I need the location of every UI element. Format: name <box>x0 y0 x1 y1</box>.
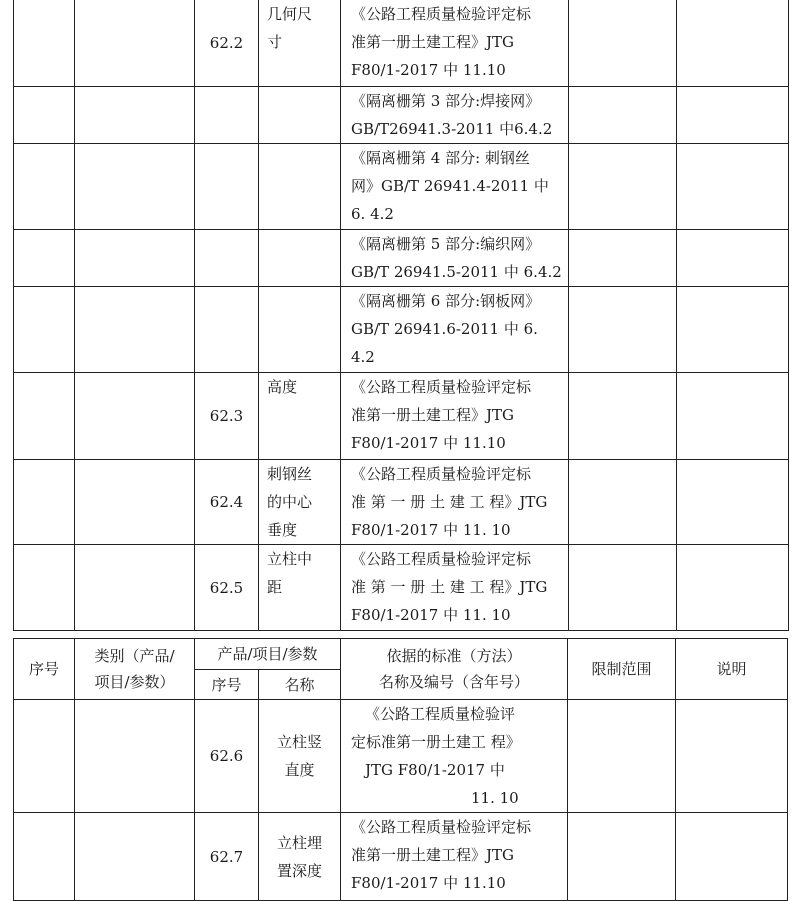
cell-seq <box>14 230 75 287</box>
cell-note <box>676 287 788 373</box>
standard-line: F80/1-2017 中 11. 10 <box>351 606 511 624</box>
cell-note <box>676 460 788 545</box>
cell-item-seq <box>195 230 259 287</box>
cell-item-name <box>259 700 341 813</box>
cell-item-seq: 62.3 <box>195 373 259 460</box>
header-sub-name: 名称 <box>259 670 341 700</box>
standard-line: 6. 4.2 <box>351 205 394 223</box>
standards-table-with-header <box>13 638 788 901</box>
standard-line: GB/T26941.3-2011 中6.4.2 <box>351 120 553 138</box>
header-product-group: 产品/项目/参数 <box>195 639 341 670</box>
standard-line: 准 第 一 册 土 建 工 程》JTG <box>351 578 548 596</box>
table-row <box>14 700 788 813</box>
standard-line: 《隔离栅第 4 部分: 刺钢丝 <box>351 149 530 167</box>
standard-line: 《公路工程质量检验评定标 <box>351 5 532 23</box>
item-name-line: 直度 <box>284 761 315 779</box>
table-row <box>14 287 789 373</box>
cell-category <box>75 287 195 373</box>
standard-line: JTG F80/1-2017 中 <box>365 761 505 779</box>
standard-line: F80/1-2017 中 11.10 <box>351 61 506 79</box>
header-category-line: 类别（产品/ <box>94 647 175 665</box>
cell-seq <box>14 460 75 545</box>
standard-line: 网》GB/T 26941.4-2011 中 <box>351 177 549 195</box>
item-name-line: 垂度 <box>267 521 298 539</box>
standard-line: 准第一册土建工程》JTG <box>351 406 515 424</box>
header-seq: 序号 <box>14 639 75 700</box>
header-row-1 <box>14 639 788 670</box>
cell-standard <box>341 87 569 144</box>
cell-seq <box>14 373 75 460</box>
standard-line: GB/T 26941.6-2011 中 6. <box>351 320 538 338</box>
header-standard <box>341 639 568 700</box>
cell-category <box>75 0 195 87</box>
cell-category <box>75 87 195 144</box>
cell-limit <box>568 287 676 373</box>
standard-line: 《隔离栅第 5 部分:编织网》 <box>351 235 541 253</box>
standard-line: 《隔离栅第 3 部分:焊接网》 <box>351 92 541 110</box>
standard-line: 《隔离栅第 6 部分:钢板网》 <box>351 292 541 310</box>
cell-note <box>676 813 788 901</box>
item-name-line: 立柱中 <box>267 550 313 568</box>
standard-line: F80/1-2017 中 11.10 <box>351 434 506 452</box>
cell-note <box>676 700 788 813</box>
table-row <box>14 813 788 901</box>
cell-item-name <box>259 373 341 460</box>
table-row <box>14 87 789 144</box>
cell-limit <box>568 460 676 545</box>
cell-standard <box>341 700 568 813</box>
table-row <box>14 460 789 545</box>
table-body-top <box>14 0 789 631</box>
item-name-line: 置深度 <box>276 861 322 880</box>
cell-item-seq <box>195 87 259 144</box>
table-row <box>14 144 789 230</box>
header-standard-line: 依据的标准（方法） <box>386 647 522 665</box>
cell-category <box>75 813 195 901</box>
standards-table-continued <box>13 0 789 631</box>
header-note: 说明 <box>676 639 788 700</box>
cell-item-seq: 62.4 <box>195 460 259 545</box>
item-name-line: 距 <box>267 578 283 596</box>
cell-note <box>676 144 788 230</box>
standard-line: GB/T 26941.5-2011 中 6.4.2 <box>351 263 562 281</box>
cell-seq <box>14 0 75 87</box>
cell-standard <box>341 230 569 287</box>
cell-limit <box>568 373 676 460</box>
cell-item-name <box>259 460 341 545</box>
standard-line: 定标准第一册土建工 程》 <box>351 733 521 751</box>
cell-standard <box>341 460 569 545</box>
cell-seq <box>14 144 75 230</box>
cell-limit <box>568 230 676 287</box>
standard-line: F80/1-2017 中 11. 10 <box>351 521 511 539</box>
header-category <box>75 639 195 700</box>
cell-limit <box>568 0 676 87</box>
cell-standard <box>341 287 569 373</box>
item-name-line: 刺钢丝 <box>267 465 313 483</box>
cell-category <box>75 700 195 813</box>
table-row <box>14 373 789 460</box>
cell-standard <box>341 373 569 460</box>
header-sub-seq: 序号 <box>195 670 259 700</box>
cell-seq <box>14 87 75 144</box>
cell-note <box>676 87 788 144</box>
item-name-line: 高度 <box>267 378 298 396</box>
table-body-bottom <box>14 700 788 901</box>
cell-limit <box>568 87 676 144</box>
standard-line: 《公路工程质量检验评定标 <box>351 818 532 836</box>
cell-item-name <box>259 287 341 373</box>
table-row <box>14 545 789 631</box>
cell-standard <box>341 0 569 87</box>
standard-line: F80/1-2017 中 11.10 <box>351 874 506 892</box>
cell-item-seq: 62.7 <box>195 813 259 901</box>
table-row <box>14 0 789 87</box>
cell-standard <box>341 813 568 901</box>
standard-line: 《公路工程质量检验评 <box>365 705 516 723</box>
cell-category <box>75 545 195 631</box>
header-standard-line: 名称及编号（含年号） <box>378 673 529 691</box>
standard-line: 准 第 一 册 土 建 工 程》JTG <box>351 493 548 511</box>
cell-item-seq: 62.6 <box>195 700 259 813</box>
standard-line: 11. 10 <box>471 789 519 807</box>
cell-item-name <box>259 230 341 287</box>
cell-note <box>676 373 788 460</box>
cell-standard <box>341 144 569 230</box>
cell-note <box>676 0 788 87</box>
item-name-line: 的中心 <box>267 493 313 511</box>
cell-category <box>75 373 195 460</box>
standard-line: 《公路工程质量检验评定标 <box>351 550 532 568</box>
item-name-line: 立柱竖 <box>276 733 322 751</box>
cell-item-name <box>259 545 341 631</box>
cell-standard <box>341 545 569 631</box>
cell-limit <box>568 813 676 901</box>
standard-line: 《公路工程质量检验评定标 <box>351 465 532 483</box>
table-row <box>14 230 789 287</box>
cell-item-seq: 62.2 <box>195 0 259 87</box>
standard-line: 准第一册土建工程》JTG <box>351 33 515 51</box>
cell-item-name <box>259 87 341 144</box>
cell-limit <box>568 144 676 230</box>
cell-seq <box>14 287 75 373</box>
cell-seq <box>14 813 75 901</box>
standard-line: 4.2 <box>351 348 375 366</box>
standard-line: 准第一册土建工程》JTG <box>351 846 515 864</box>
cell-item-name <box>259 813 341 901</box>
cell-item-seq <box>195 144 259 230</box>
cell-seq <box>14 545 75 631</box>
cell-item-seq <box>195 287 259 373</box>
header-limit: 限制范围 <box>568 639 676 700</box>
cell-note <box>676 230 788 287</box>
cell-item-seq: 62.5 <box>195 545 259 631</box>
item-name-line: 立柱埋 <box>276 833 322 852</box>
cell-category <box>75 460 195 545</box>
cell-category <box>75 144 195 230</box>
item-name-line: 寸 <box>267 33 283 51</box>
cell-limit <box>568 545 676 631</box>
item-name-line: 几何尺 <box>267 5 313 23</box>
header-category-line: 项目/参数） <box>94 673 175 691</box>
cell-note <box>676 545 788 631</box>
cell-seq <box>14 700 75 813</box>
cell-category <box>75 230 195 287</box>
cell-item-name <box>259 144 341 230</box>
standard-line: 《公路工程质量检验评定标 <box>351 378 532 396</box>
cell-limit <box>568 700 676 813</box>
cell-item-name <box>259 0 341 87</box>
